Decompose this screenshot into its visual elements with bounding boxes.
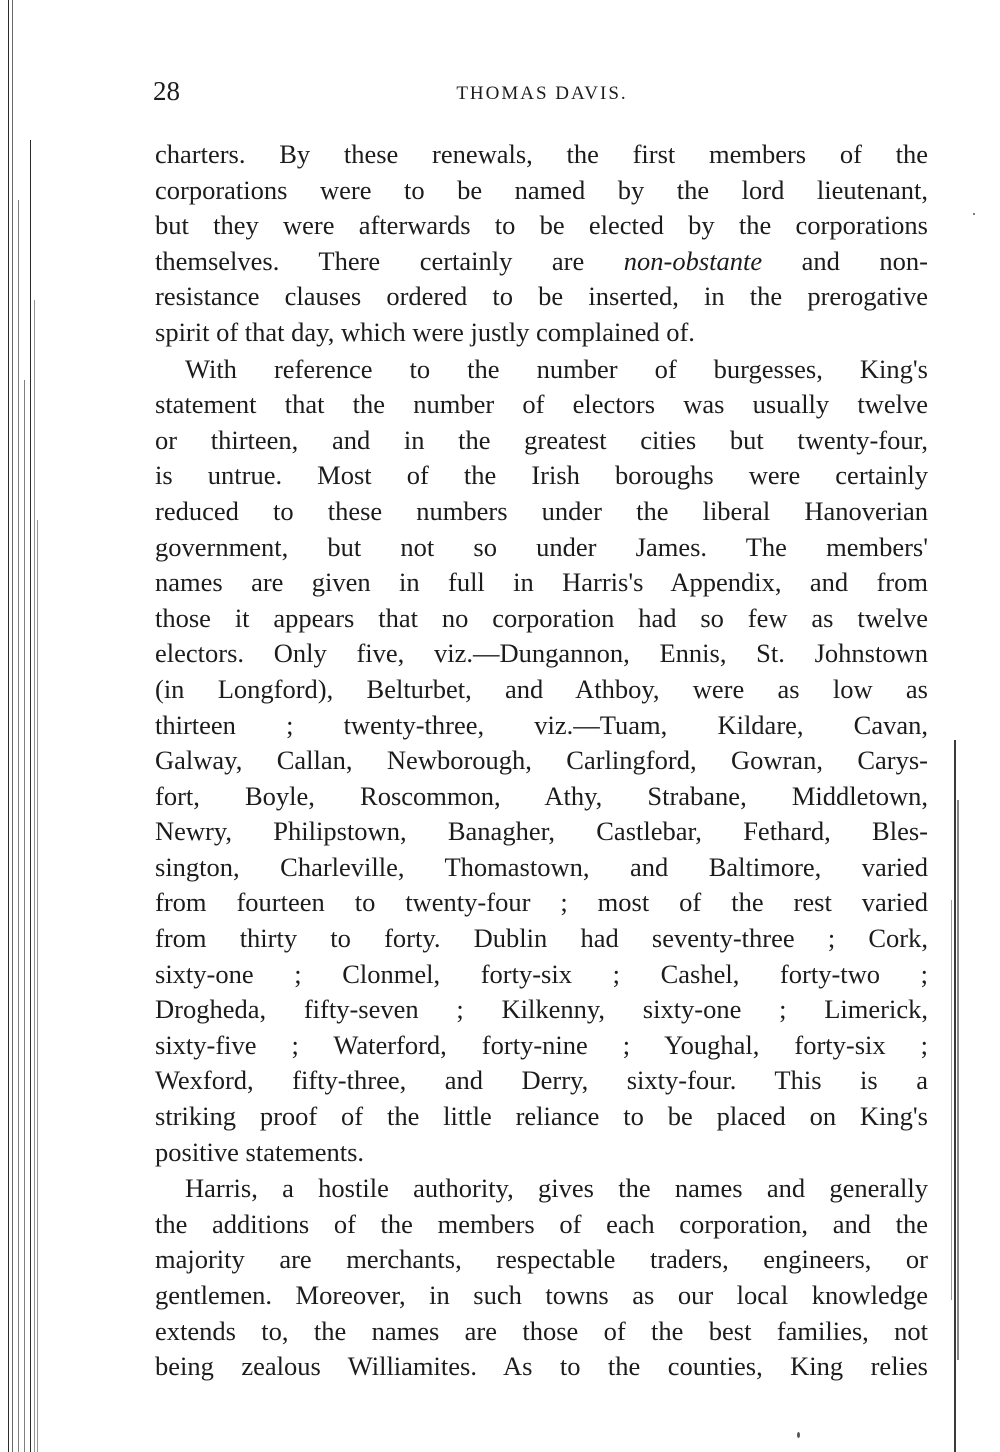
text-line: With reference to the number of burgesses, King's (185, 353, 928, 384)
text-line: Newry, Philipstown, Banagher, Castlebar, Fethard, Bles- (155, 816, 928, 847)
text-line: being zealous Williamites. As to the counties, King relies (155, 1351, 928, 1382)
text-line: themselves. There certainly are non-obstante and non- (155, 245, 928, 276)
text-line: extends to, the names are those of the best families, not (155, 1315, 928, 1346)
italic-term: non-obstante (623, 245, 763, 276)
text-line: sington, Charleville, Thomastown, and Baltimore, varied (155, 851, 928, 882)
stray-mark (797, 1432, 800, 1438)
text-line: resistance clauses ordered to be inserted, in the prerogative (155, 281, 928, 312)
text-line: but they were afterwards to be elected by the corporations (155, 210, 928, 241)
text-line: spirit of that day, which were justly complained of. (155, 316, 695, 347)
text-line: majority are merchants, respectable traders, engineers, or (155, 1244, 928, 1275)
text-line: names are given in full in Harris's Appendix, and from (155, 567, 928, 598)
text-line: sixty-five ; Waterford, forty-nine ; Youghal, forty-six ; (155, 1029, 928, 1060)
text-line: Wexford, fifty-three, and Derry, sixty-four. This is a (155, 1065, 928, 1096)
text-line: Harris, a hostile authority, gives the names and generally (185, 1173, 928, 1204)
page-number: 28 (153, 76, 180, 106)
text-line: those it appears that no corporation had so few as twelve (155, 602, 928, 633)
binding-edge-shadow (0, 0, 44, 1452)
text-line: from fourteen to twenty-four ; most of the rest varied (155, 887, 928, 918)
text-line: sixty-one ; Clonmel, forty-six ; Cashel, forty-two ; (155, 958, 928, 989)
text-line: statement that the number of electors was usually twelve (155, 389, 928, 420)
text-line: charters. By these renewals, the first members of the (155, 139, 928, 169)
text-line: corporations were to be named by the lord lieutenant, (155, 174, 928, 205)
text-line: thirteen ; twenty-three, viz.—Tuam, Kildare, Cavan, (155, 709, 928, 740)
text-line: is untrue. Most of the Irish boroughs were certainly (155, 460, 928, 491)
text-line: Galway, Callan, Newborough, Carlingford, Gowran, Carys- (155, 745, 928, 776)
text-line: gentlemen. Moreover, in such towns as our local knowledge (155, 1280, 928, 1310)
paragraph (155, 137, 928, 351)
right-page-edge-shadow (948, 740, 962, 1452)
text-line: positive statements. (155, 1136, 365, 1167)
paragraph (155, 352, 928, 1171)
text-line: or thirteen, and in the greatest cities but twenty-four, (155, 424, 928, 455)
text-line: electors. Only five, viz.—Dungannon, Ennis, St. Johnstown (155, 638, 928, 669)
running-title: THOMAS DAVIS. (456, 83, 628, 104)
text-line: Drogheda, fifty-seven ; Kilkenny, sixty-one ; Limerick, (155, 994, 928, 1025)
text-line: from thirty to forty. Dublin had seventy-three ; Cork, (155, 923, 928, 954)
page-header (153, 76, 931, 116)
body-text (155, 137, 928, 1386)
text-line: (in Longford), Belturbet, and Athboy, were as low as (155, 673, 928, 704)
text-line: government, but not so under James. The members' (155, 531, 928, 562)
text-line: fort, Boyle, Roscommon, Athy, Strabane, Middletown, (155, 780, 928, 811)
text-line: striking proof of the little reliance to be placed on King's (155, 1101, 928, 1132)
paragraph (155, 1171, 928, 1385)
text-line: reduced to these numbers under the liberal Hanoverian (155, 495, 928, 526)
stray-mark (973, 213, 975, 215)
text-line: the additions of the members of each corporation, and the (155, 1208, 928, 1239)
